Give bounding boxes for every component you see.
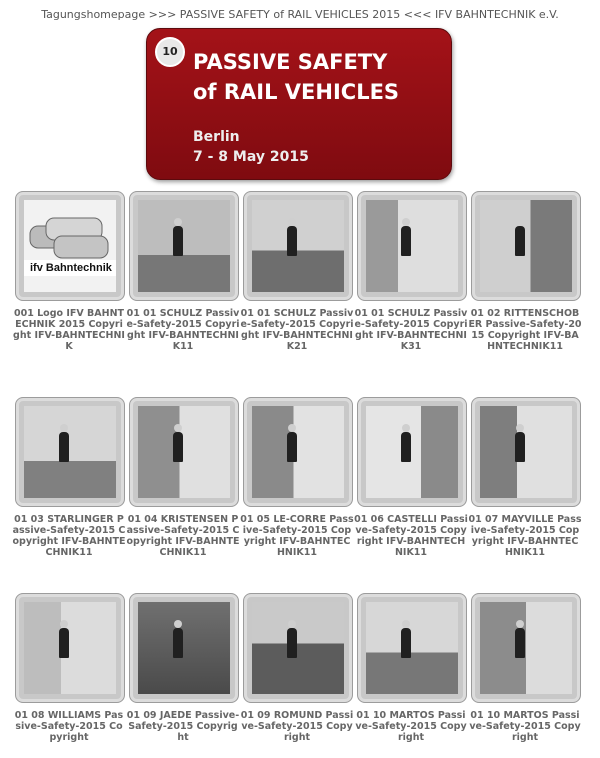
- presenter-head: [174, 424, 182, 432]
- event-photo: [366, 602, 458, 694]
- thumbnail-caption[interactable]: 01 09 ROMUND Passive-Safety-2015 Copyright: [240, 710, 354, 743]
- presenter-head: [402, 620, 410, 628]
- thumbnail-caption[interactable]: 01 03 STARLINGER Passive-Safety-2015 Copyright IFV-BAHNTECHNIK11: [12, 514, 126, 558]
- event-photo: [366, 200, 458, 292]
- presenter-figure: [515, 628, 525, 658]
- presenter-figure: [173, 432, 183, 462]
- presenter-figure: [401, 432, 411, 462]
- presenter-figure: [515, 432, 525, 462]
- thumbnail-caption[interactable]: 01 09 JAEDE Passive-Safety-2015 Copyright: [126, 710, 240, 743]
- presenter-head: [60, 620, 68, 628]
- event-photo: [480, 200, 572, 292]
- presenter-figure: [515, 226, 525, 256]
- gallery-thumbnail[interactable]: [243, 593, 353, 703]
- presenter-figure: [287, 432, 297, 462]
- presenter-figure: [59, 628, 69, 658]
- presenter-head: [174, 218, 182, 226]
- event-photo: [24, 406, 116, 498]
- gallery-thumbnail[interactable]: [471, 397, 581, 507]
- presenter-head: [516, 424, 524, 432]
- thumbnail-caption[interactable]: 01 05 LE-CORRE Passive-Safety-2015 Copyright IFV-BAHNTECHNIK11: [240, 514, 354, 558]
- gallery-thumbnail[interactable]: [15, 397, 125, 507]
- presenter-head: [402, 218, 410, 226]
- event-photo: [252, 200, 344, 292]
- thumbnail-caption[interactable]: 01 01 SCHULZ Passive-Safety-2015 Copyright IFV-BAHNTECHNIK11: [126, 308, 240, 352]
- presenter-head: [60, 424, 68, 432]
- gallery-thumbnail[interactable]: [471, 593, 581, 703]
- event-photo: [138, 200, 230, 292]
- presenter-head: [516, 218, 524, 226]
- event-photo: [138, 406, 230, 498]
- presenter-head: [174, 620, 182, 628]
- gallery-thumbnail[interactable]: [129, 593, 239, 703]
- banner-city: Berlin: [193, 129, 240, 145]
- presenter-figure: [287, 628, 297, 658]
- thumbnail-caption[interactable]: 01 02 RITTENSCHOBER Passive-Safety-2015 Copyright IFV-BAHNTECHNIK11: [468, 308, 582, 352]
- ifv-logo-image: [24, 200, 116, 292]
- thumbnail-caption[interactable]: 01 10 MARTOS Passive-Safety-2015 Copyright: [469, 710, 581, 743]
- presenter-figure: [401, 628, 411, 658]
- gallery-thumbnail[interactable]: [471, 191, 581, 301]
- ifv-logo-graphic: [24, 200, 116, 292]
- gallery-thumbnail[interactable]: [243, 397, 353, 507]
- presenter-figure: [401, 226, 411, 256]
- breadcrumb: [0, 8, 600, 21]
- gallery-thumbnail[interactable]: [129, 191, 239, 301]
- gallery-thumbnail[interactable]: [357, 191, 467, 301]
- thumbnail-caption[interactable]: 01 08 WILLIAMS Passive-Safety-2015 Copyright: [14, 710, 124, 743]
- event-banner: [146, 28, 452, 180]
- home-link[interactable]: Tagungshomepage: [41, 8, 146, 21]
- presenter-head: [288, 424, 296, 432]
- gallery-thumbnail[interactable]: [243, 191, 353, 301]
- presenter-figure: [287, 226, 297, 256]
- banner-title: [193, 47, 399, 107]
- thumbnail-caption[interactable]: 001 Logo IFV BAHNTECHNIK 2015 Copyright IFV-BAHNTECHNIK: [13, 308, 125, 352]
- current-event-link[interactable]: PASSIVE SAFETY of RAIL VEHICLES 2015: [179, 8, 401, 21]
- breadcrumb-separator: <<<: [403, 8, 432, 21]
- breadcrumb-separator: >>>: [148, 8, 177, 21]
- logo-text: ifv Bahntechnik: [30, 262, 112, 274]
- thumbnail-caption[interactable]: 01 04 KRISTENSEN Passive-Safety-2015 Copyright IFV-BAHNTECHNIK11: [126, 514, 240, 558]
- gallery-thumbnail[interactable]: [357, 593, 467, 703]
- thumbnail-caption[interactable]: 01 10 MARTOS Passive-Safety-2015 Copyright: [355, 710, 467, 743]
- presenter-figure: [59, 432, 69, 462]
- thumbnail-caption[interactable]: 01 07 MAYVILLE Passive-Safety-2015 Copyright IFV-BAHNTECHNIK11: [468, 514, 582, 558]
- gallery-thumbnail[interactable]: [15, 191, 125, 301]
- thumbnail-caption[interactable]: 01 06 CASTELLI Passive-Safety-2015 Copyright IFV-BAHNTECHNIK11: [354, 514, 468, 558]
- event-photo: [24, 602, 116, 694]
- thumbnail-caption[interactable]: 01 01 SCHULZ Passive-Safety-2015 Copyright IFV-BAHNTECHNIK21: [240, 308, 354, 352]
- banner-location-dates: [193, 127, 309, 167]
- presenter-figure: [173, 628, 183, 658]
- event-photo: [252, 602, 344, 694]
- banner-title-line2: of RAIL VEHICLES: [193, 80, 400, 104]
- event-photo: [480, 406, 572, 498]
- organization-link[interactable]: IFV BAHNTECHNIK e.V.: [434, 8, 559, 21]
- presenter-head: [288, 218, 296, 226]
- gallery-thumbnail[interactable]: [357, 397, 467, 507]
- gallery-thumbnail[interactable]: [129, 397, 239, 507]
- edition-badge: 10: [155, 37, 185, 67]
- gallery-thumbnail[interactable]: [15, 593, 125, 703]
- presenter-head: [288, 620, 296, 628]
- presenter-head: [516, 620, 524, 628]
- event-photo: [138, 602, 230, 694]
- banner-dates: 7 - 8 May 2015: [193, 149, 309, 165]
- presenter-head: [402, 424, 410, 432]
- event-photo: [366, 406, 458, 498]
- presenter-figure: [173, 226, 183, 256]
- thumbnail-caption[interactable]: 01 01 SCHULZ Passive-Safety-2015 Copyright IFV-BAHNTECHNIK31: [354, 308, 468, 352]
- banner-title-line1: PASSIVE SAFETY: [193, 50, 388, 74]
- event-photo: [252, 406, 344, 498]
- event-photo: [480, 602, 572, 694]
